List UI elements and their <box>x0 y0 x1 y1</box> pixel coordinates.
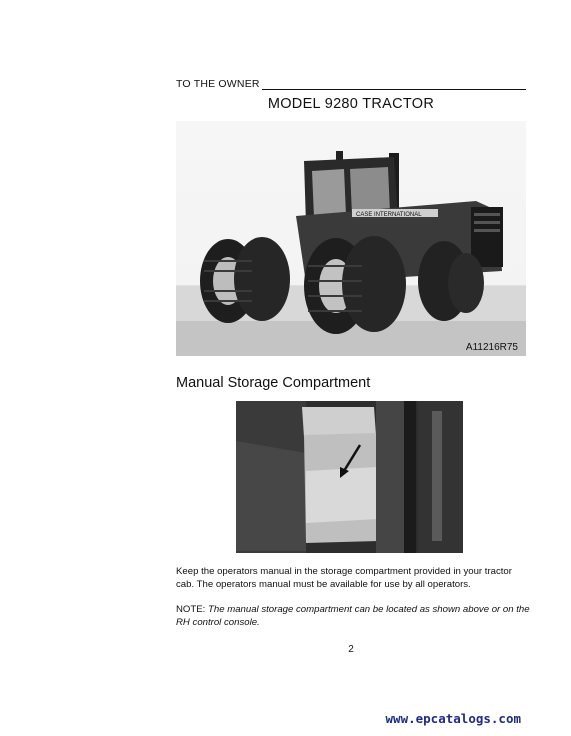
section-heading: Manual Storage Compartment <box>176 375 371 391</box>
note-block <box>176 604 531 629</box>
body-paragraph: Keep the operators manual in the storage compartment provided in your tractor cab. The operators manual must be available for use by all operators. <box>176 566 512 590</box>
page-number: 2 <box>348 644 354 655</box>
section-header <box>176 74 526 90</box>
storage-compartment-photo <box>236 401 463 553</box>
page-title: MODEL 9280 TRACTOR <box>267 96 435 112</box>
header-label: TO THE OWNER <box>176 78 260 90</box>
tractor-photo <box>176 121 526 356</box>
figure-caption: A11216R75 <box>465 342 518 353</box>
watermark: www.epcatalogs.com <box>385 711 521 726</box>
note-text: The manual storage compartment can be located as shown above or on the RH control console. <box>176 604 530 628</box>
header-rule <box>262 86 526 90</box>
note-label: NOTE: <box>176 604 206 615</box>
tractor-decal: CASE INTERNATIONAL <box>356 212 422 218</box>
tractor-illustration <box>176 121 526 356</box>
storage-compartment-illustration <box>236 401 463 553</box>
